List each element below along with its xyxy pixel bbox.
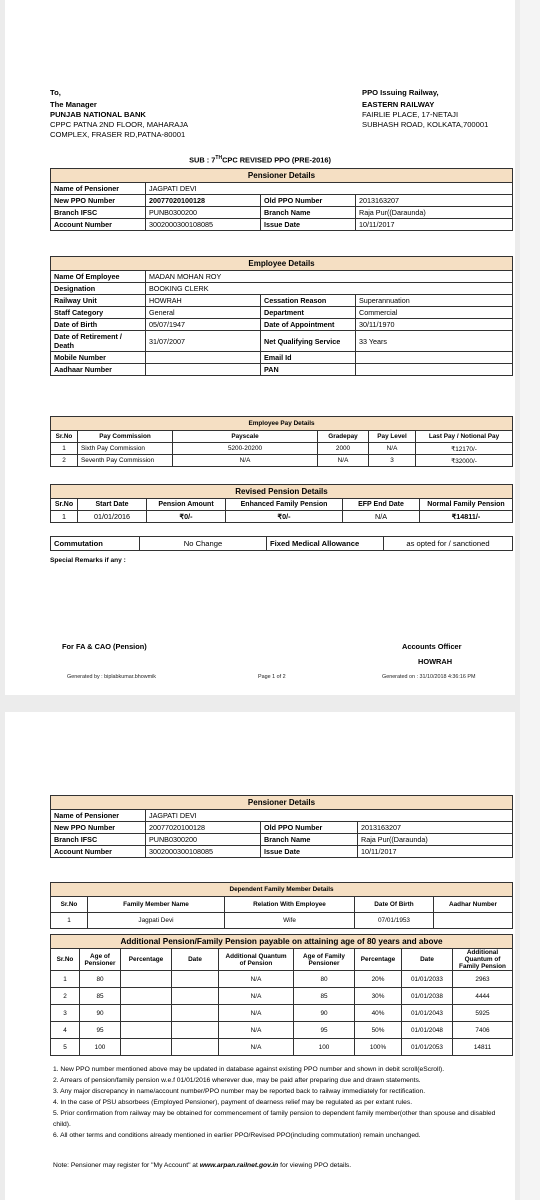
employee-details-header: Employee Details: [51, 257, 513, 271]
column-header: Date: [172, 949, 219, 971]
label: Name Of Employee: [51, 271, 146, 283]
note-item: 4. In the case of PSU absorbees (Employed Pensioner), payment of dearness relief may be regulated as per extant rules.: [53, 1099, 413, 1106]
pensioner-name: JAGPATI DEVI: [146, 810, 513, 822]
addressee-block: [50, 88, 270, 140]
register-note-text: Note: Pensioner may register for "My Account" at: [53, 1162, 200, 1169]
register-note-text-end: for viewing PPO details.: [278, 1162, 352, 1169]
cell: 100%: [355, 1039, 402, 1056]
label: Mobile Number: [51, 352, 146, 364]
column-header: Date: [402, 949, 453, 971]
column-header: Enhanced Family Pension: [226, 499, 343, 511]
label: Date of Birth: [51, 319, 146, 331]
cell: 30%: [355, 988, 402, 1005]
relation: Wife: [225, 913, 355, 929]
cell: 1: [51, 913, 88, 929]
cell: N/A: [219, 1022, 294, 1039]
ppo-issuing-label: PPO Issuing Railway,: [362, 88, 439, 97]
table-row: [51, 443, 513, 455]
label: Railway Unit: [51, 295, 146, 307]
enhanced-family-pension: ₹0/-: [226, 511, 343, 523]
column-header: Sr.No: [51, 431, 78, 443]
branch-ifsc: PUNB0300200: [146, 207, 261, 219]
department: Commercial: [356, 307, 513, 319]
date-of-appointment: 30/11/1970: [356, 319, 513, 331]
label: Name of Pensioner: [51, 183, 146, 195]
dependent-family-header: Dependent Family Member Details: [51, 883, 513, 897]
cell: 100: [80, 1039, 121, 1056]
column-header: Pay Commission: [78, 431, 173, 443]
branch-name: Raja Pur((Daraunda): [358, 834, 513, 846]
mobile-number: [146, 352, 261, 364]
column-header: Pay Level: [369, 431, 416, 443]
revised-pension-header: Revised Pension Details: [51, 485, 513, 499]
cell: 5: [51, 1039, 80, 1056]
cell: 85: [294, 988, 355, 1005]
pensioner-name: JAGPATI DEVI: [146, 183, 513, 195]
pension-amount: ₹0/-: [147, 511, 226, 523]
column-header: Date Of Birth: [355, 897, 434, 913]
cell: 1: [51, 971, 80, 988]
cell: 5200-20200: [173, 443, 318, 455]
cell: 01/01/2043: [402, 1005, 453, 1022]
label: Branch IFSC: [51, 834, 146, 846]
bank-name: PUNJAB NATIONAL BANK: [50, 110, 146, 119]
cell: 3: [369, 455, 416, 467]
table-row: [51, 913, 513, 929]
cell: N/A: [219, 971, 294, 988]
column-header: Age of Family Pensioner: [294, 949, 355, 971]
cell: 01/01/2053: [402, 1039, 453, 1056]
note-item: 5. Prior confirmation from railway may be obtained for commencement of family pension to dependent family member(other than spouse and disabled child).: [53, 1110, 496, 1128]
cell: N/A: [369, 443, 416, 455]
label: Account Number: [51, 219, 146, 231]
label: Branch Name: [261, 207, 356, 219]
label: Branch IFSC: [51, 207, 146, 219]
cell: 2963: [453, 971, 513, 988]
cell: ₹12170/-: [416, 443, 513, 455]
issue-date: 10/11/2017: [356, 219, 513, 231]
accounts-officer: Accounts Officer: [402, 642, 462, 651]
column-header: Normal Family Pension: [420, 499, 513, 511]
cell: 40%: [355, 1005, 402, 1022]
cessation-reason: Superannuation: [356, 295, 513, 307]
cell: [121, 971, 172, 988]
cell: [121, 988, 172, 1005]
cell: [172, 1039, 219, 1056]
cell: 80: [294, 971, 355, 988]
cell: [121, 1005, 172, 1022]
designation: BOOKING CLERK: [146, 283, 513, 295]
label: Staff Category: [51, 307, 146, 319]
column-header: Age of Pensioner: [80, 949, 121, 971]
cell: 4: [51, 1022, 80, 1039]
branch-ifsc: PUNB0300200: [146, 834, 261, 846]
special-remarks: Special Remarks if any :: [50, 557, 126, 564]
aadhaar-number: [146, 364, 261, 376]
pay-details-header: Employee Pay Details: [51, 417, 513, 431]
column-header: EFP End Date: [343, 499, 420, 511]
employee-name: MADAN MOHAN ROY: [146, 271, 513, 283]
pensioner-details-table-2: [50, 795, 513, 858]
additional-pension-table: [50, 934, 513, 1056]
cell: 100: [294, 1039, 355, 1056]
cell: N/A: [318, 455, 369, 467]
cell: [172, 971, 219, 988]
dependent-aadhar: [434, 913, 513, 929]
ppo-page-2: [5, 712, 515, 1200]
for-fa-cao: For FA & CAO (Pension): [62, 642, 147, 651]
cell: 80: [80, 971, 121, 988]
note-item: 1. New PPO number mentioned above may be updated in database against existing PPO number and shown in debit scroll(eScroll).: [53, 1066, 445, 1073]
cell: N/A: [219, 1005, 294, 1022]
old-ppo-number: 2013163207: [358, 822, 513, 834]
email-id: [356, 352, 513, 364]
cell: 7406: [453, 1022, 513, 1039]
cell: N/A: [343, 511, 420, 523]
cell: 2: [51, 455, 78, 467]
label: Old PPO Number: [261, 822, 358, 834]
railway-address-line1: FAIRLIE PLACE, 17-NETAJI: [362, 110, 459, 119]
pensioner-details-header: Pensioner Details: [51, 169, 513, 183]
fma-label: Fixed Medical Allowance: [267, 537, 384, 551]
ppo-page-1: [5, 0, 515, 695]
staff-category: General: [146, 307, 261, 319]
cell: 01/01/2038: [402, 988, 453, 1005]
cell: 95: [294, 1022, 355, 1039]
table-row: [51, 455, 513, 467]
cell: 3: [51, 1005, 80, 1022]
column-header: Start Date: [78, 499, 147, 511]
commutation-value: No Change: [140, 537, 267, 551]
cell: Sixth Pay Commission: [78, 443, 173, 455]
label: Designation: [51, 283, 146, 295]
label: Issue Date: [261, 219, 356, 231]
family-member-name: Jagpati Devi: [88, 913, 225, 929]
column-header: Relation With Employee: [225, 897, 355, 913]
cell: Seventh Pay Commission: [78, 455, 173, 467]
column-header: Last Pay / Notional Pay: [416, 431, 513, 443]
cell: 5925: [453, 1005, 513, 1022]
fma-value: as opted for / sanctioned: [384, 537, 513, 551]
cell: [172, 1005, 219, 1022]
column-header: Percentage: [121, 949, 172, 971]
column-header: Family Member Name: [88, 897, 225, 913]
railway-name: EASTERN RAILWAY: [362, 100, 435, 109]
cell: ₹32000/-: [416, 455, 513, 467]
column-header: Pension Amount: [147, 499, 226, 511]
label: Issue Date: [261, 846, 358, 858]
label: Old PPO Number: [261, 195, 356, 207]
column-header: Sr.No: [51, 897, 88, 913]
arpan-link[interactable]: www.arpan.railnet.gov.in: [199, 1162, 279, 1169]
table-row: [51, 511, 513, 523]
commutation-label: Commutation: [51, 537, 140, 551]
table-row: [51, 1039, 513, 1056]
page-number: Page 1 of 2: [258, 674, 286, 680]
table-row: [51, 1005, 513, 1022]
label: Branch Name: [261, 834, 358, 846]
cell: [121, 1039, 172, 1056]
table-row: [51, 988, 513, 1005]
dependent-family-table: [50, 882, 513, 929]
issue-date: 10/11/2017: [358, 846, 513, 858]
register-note: [53, 1160, 513, 1171]
cell: 1: [51, 443, 78, 455]
cell: 14811: [453, 1039, 513, 1056]
dependent-dob: 07/01/1953: [355, 913, 434, 929]
pensioner-details-table: [50, 168, 513, 231]
cell: 2000: [318, 443, 369, 455]
to-label: To,: [50, 88, 61, 97]
note-item: 6. All other terms and conditions already mentioned in earlier PPO/Revised PPO(including commutation) remain unchanged.: [53, 1132, 421, 1139]
manager-label: The Manager: [50, 100, 97, 109]
railway-address-line2: SUBHASH ROAD, KOLKATA,700001: [362, 120, 489, 129]
account-number: 3002000300108085: [146, 846, 261, 858]
label: Name of Pensioner: [51, 810, 146, 822]
column-header: Additional Quantum of Pension: [219, 949, 294, 971]
cell: [172, 1022, 219, 1039]
net-qualifying-service: 33 Years: [356, 331, 513, 352]
additional-pension-header: Additional Pension/Family Pension payable on attaining age of 80 years and above: [51, 935, 513, 949]
column-header: Additional Quantum of Family Pension: [453, 949, 513, 971]
column-header: Percentage: [355, 949, 402, 971]
normal-family-pension: ₹14811/-: [420, 511, 513, 523]
date-of-retirement: 31/07/2007: [146, 331, 261, 352]
note-item: 3. Any major discrepancy in name/account number/PPO number may be reported back to railway immediately for rectification.: [53, 1088, 426, 1095]
cell: 01/01/2016: [78, 511, 147, 523]
label: New PPO Number: [51, 195, 146, 207]
cell: N/A: [173, 455, 318, 467]
column-header: Aadhar Number: [434, 897, 513, 913]
old-ppo-number: 2013163207: [356, 195, 513, 207]
ao-location: HOWRAH: [418, 657, 453, 666]
branch-name: Raja Pur((Daraunda): [356, 207, 513, 219]
viewer-scrollbar-track[interactable]: [520, 0, 540, 1200]
new-ppo-number: 20077020100128: [146, 195, 261, 207]
label: Department: [261, 307, 356, 319]
cell: 20%: [355, 971, 402, 988]
label: Net Qualifying Service: [261, 331, 356, 352]
cell: 90: [294, 1005, 355, 1022]
cell: 01/01/2033: [402, 971, 453, 988]
label: Date of Retirement / Death: [51, 331, 146, 352]
cell: 1: [51, 511, 78, 523]
label: Date of Appointment: [261, 319, 356, 331]
cell: 2: [51, 988, 80, 1005]
account-number: 3002000300108085: [146, 219, 261, 231]
new-ppo-number: 20077020100128: [146, 822, 261, 834]
column-header: Gradepay: [318, 431, 369, 443]
notes-list: [53, 1064, 513, 1141]
cell: N/A: [219, 988, 294, 1005]
pensioner-details-header: Pensioner Details: [51, 796, 513, 810]
cell: [172, 988, 219, 1005]
cell: 50%: [355, 1022, 402, 1039]
column-header: Sr.No: [51, 499, 78, 511]
date-of-birth: 05/07/1947: [146, 319, 261, 331]
commutation-table: [50, 536, 513, 551]
cell: [121, 1022, 172, 1039]
label: Aadhaar Number: [51, 364, 146, 376]
subject-line: SUB : 7THCPC REVISED PPO (PRE-2016): [189, 155, 331, 165]
label: Account Number: [51, 846, 146, 858]
revised-pension-table: [50, 484, 513, 523]
label: Cessation Reason: [261, 295, 356, 307]
railway-unit: HOWRAH: [146, 295, 261, 307]
cell: 85: [80, 988, 121, 1005]
column-header: Payscale: [173, 431, 318, 443]
bank-address-line2: COMPLEX, FRASER RD,PATNA-80001: [50, 130, 186, 139]
bank-address-line1: CPPC PATNA 2ND FLOOR, MAHARAJA: [50, 120, 189, 129]
cell: 95: [80, 1022, 121, 1039]
table-row: [51, 971, 513, 988]
note-item: 2. Arrears of pension/family pension w.e.f 01/01/2016 wherever due, may be paid after preparing due and drawn statements.: [53, 1077, 421, 1084]
column-header: Sr.No: [51, 949, 80, 971]
cell: 4444: [453, 988, 513, 1005]
cell: 90: [80, 1005, 121, 1022]
cell: 01/01/2048: [402, 1022, 453, 1039]
pan-number: [356, 364, 513, 376]
employee-details-table: [50, 256, 513, 376]
generated-by: Generated by : biplabkumar.bhowmik: [67, 674, 156, 680]
employee-pay-table: [50, 416, 513, 467]
issuer-block: [362, 88, 512, 130]
table-row: [51, 1022, 513, 1039]
cell: N/A: [219, 1039, 294, 1056]
generated-on: Generated on : 31/10/2018 4:36:16 PM: [382, 674, 476, 680]
label: Email Id: [261, 352, 356, 364]
label: PAN: [261, 364, 356, 376]
label: New PPO Number: [51, 822, 146, 834]
